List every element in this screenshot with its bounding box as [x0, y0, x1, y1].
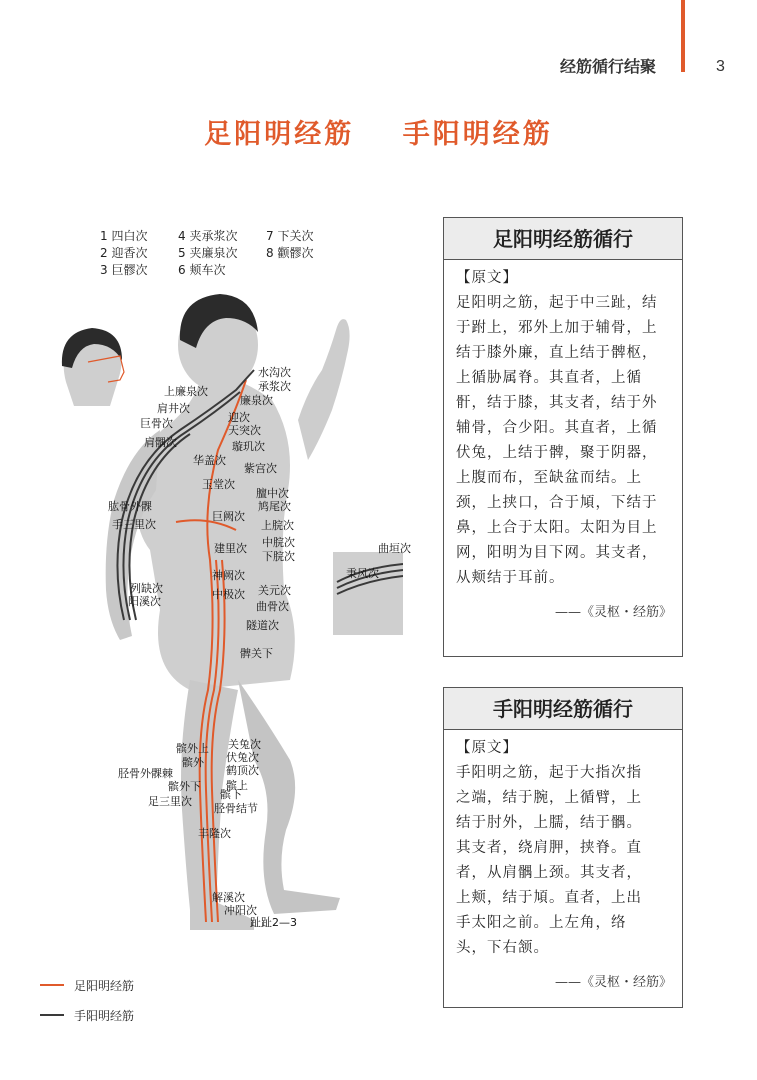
text-line: 足阳明之筋，起于中三趾，结: [456, 295, 658, 311]
text-line: 上循胁属脊。其直者，上循: [456, 370, 642, 386]
point-label: 下脘次: [262, 550, 295, 563]
page-title: [0, 112, 757, 151]
point-label: 关元次: [258, 584, 291, 597]
legend-item: 5 夹廉泉次: [178, 246, 238, 260]
text-line: 上腹而布，至缺盆而结。上: [456, 470, 642, 486]
point-label: 秉风次: [346, 567, 379, 580]
point-label: 肱骨外髁: [108, 500, 152, 513]
point-label: 髀关下: [240, 647, 273, 660]
point-label: 肩井次: [157, 402, 190, 415]
point-label: 胫骨结节: [214, 802, 258, 815]
line-legend: [40, 970, 134, 1030]
header-rule: [681, 0, 685, 72]
point-label: 冲阳次: [224, 904, 257, 917]
legend-item: 2 迎香次: [100, 246, 148, 260]
title-right: 手阳明经筋: [402, 119, 553, 150]
point-label: 丰隆次: [198, 827, 231, 840]
point-label: 玉堂次: [202, 478, 235, 491]
title-left: 足阳明经筋: [204, 119, 355, 150]
point-label: 足三里次: [148, 795, 192, 808]
point-label: 曲垣次: [378, 542, 411, 555]
text-line: 其支者，绕肩胛，挟脊。直: [456, 840, 642, 856]
point-label: 鸠尾次: [258, 500, 291, 513]
point-label: 上廉泉次: [164, 385, 208, 398]
textbox-label: 【原文】: [456, 740, 518, 756]
point-label: 华盖次: [193, 454, 226, 467]
point-label: 建里次: [214, 542, 247, 555]
point-label: 水沟次: [258, 366, 291, 379]
text-line: 头，下右颔。: [456, 940, 549, 956]
textbox-title: 手阳明经筋循行: [444, 688, 682, 730]
point-label: 鹤顶次: [226, 764, 259, 777]
running-header: 经筋循行结聚: [560, 57, 657, 76]
legend-swatch-foot: [40, 984, 64, 986]
point-label: 趾趾2—3: [250, 916, 297, 929]
text-line: 颈，上挟口，合于頄，下结于: [456, 495, 658, 511]
point-label: 胫骨外髁棘: [118, 767, 173, 780]
textbox-source: ——《灵枢・经筋》: [554, 975, 672, 990]
point-label: 上脘次: [261, 519, 294, 532]
textbox-source: ——《灵枢・经筋》: [554, 605, 672, 620]
textbox-body: [444, 260, 682, 591]
shoulder-inset-illustration: [333, 552, 403, 635]
point-label: 巨阙次: [212, 510, 245, 523]
legend-row: [40, 1000, 134, 1030]
text-line: 网，阳明为目下网。其支者，: [456, 545, 658, 561]
legend-row: [40, 970, 134, 1000]
point-label: 列缺次: [130, 582, 163, 595]
legend-label: 足阳明经筋: [74, 978, 135, 993]
legend-item: 3 巨髎次: [100, 263, 148, 277]
legend-label: 手阳明经筋: [74, 1008, 135, 1023]
page-number: 3: [716, 58, 725, 75]
point-label: 髌下: [220, 788, 242, 801]
legend-item: 8 颧髎次: [266, 246, 314, 260]
point-label: 解溪次: [212, 891, 245, 904]
legend-item: 7 下关次: [266, 229, 314, 243]
legend-swatch-hand: [40, 1014, 64, 1016]
text-line: 从颊结于耳前。: [456, 570, 565, 586]
text-line: 骭，结于膝，其支者，结于外: [456, 395, 658, 411]
text-line: 伏兔，上结于髀，聚于阴器，: [456, 445, 658, 461]
point-label: 承浆次: [258, 380, 291, 393]
point-label: 曲骨次: [256, 600, 289, 613]
textbox-foot-yangming: [443, 217, 683, 657]
point-label: 中极次: [212, 588, 245, 601]
point-label: 手三里次: [112, 518, 156, 531]
textbox-label: 【原文】: [456, 270, 518, 286]
point-label: 天突次: [228, 424, 261, 437]
text-line: 者，从肩髃上颈。其支者，: [456, 865, 642, 881]
text-line: 结于肘外，上臑，结于髃。: [456, 815, 642, 831]
point-label: 阳溪次: [128, 595, 161, 608]
point-label: 廉泉次: [240, 394, 273, 407]
point-label: 髌上: [226, 779, 248, 792]
point-label: 膻中次: [256, 487, 289, 500]
point-label: 肩髃次: [144, 436, 177, 449]
point-label: 伏兔次: [226, 751, 259, 764]
point-label: 关兔次: [228, 738, 261, 751]
textbox-body: [444, 730, 682, 961]
point-label: 神阙次: [212, 569, 245, 582]
text-line: 上颊，结于頄。直者，上出: [456, 890, 642, 906]
point-label: 髌外: [182, 756, 204, 769]
point-label: 迎次: [228, 411, 250, 424]
text-line: 鼻，上合于太阳。太阳为目上: [456, 520, 658, 536]
point-label: 髌外下: [168, 780, 201, 793]
text-line: 之端，结于腕，上循臂，上: [456, 790, 642, 806]
legend-item: 1 四白次: [100, 229, 148, 243]
text-line: 手阳明之筋，起于大指次指: [456, 765, 642, 781]
point-label: 璇玑次: [232, 440, 265, 453]
legend-item: 4 夹承浆次: [178, 229, 238, 243]
text-line: 手太阳之前。上左角，络: [456, 915, 627, 931]
point-label: 巨骨次: [140, 417, 173, 430]
text-line: 辅骨，合少阳。其直者，上循: [456, 420, 658, 436]
text-line: 于跗上，邪外上加于辅骨，上: [456, 320, 658, 336]
point-label: 中脘次: [262, 536, 295, 549]
point-label: 髌外上: [176, 742, 209, 755]
text-line: 结于膝外廉，直上结于髀枢，: [456, 345, 658, 361]
legend-item: 6 颊车次: [178, 263, 226, 277]
textbox-title: 足阳明经筋循行: [444, 218, 682, 260]
point-label: 隧道次: [246, 619, 279, 632]
point-label: 紫宫次: [244, 462, 277, 475]
textbox-hand-yangming: [443, 687, 683, 1008]
